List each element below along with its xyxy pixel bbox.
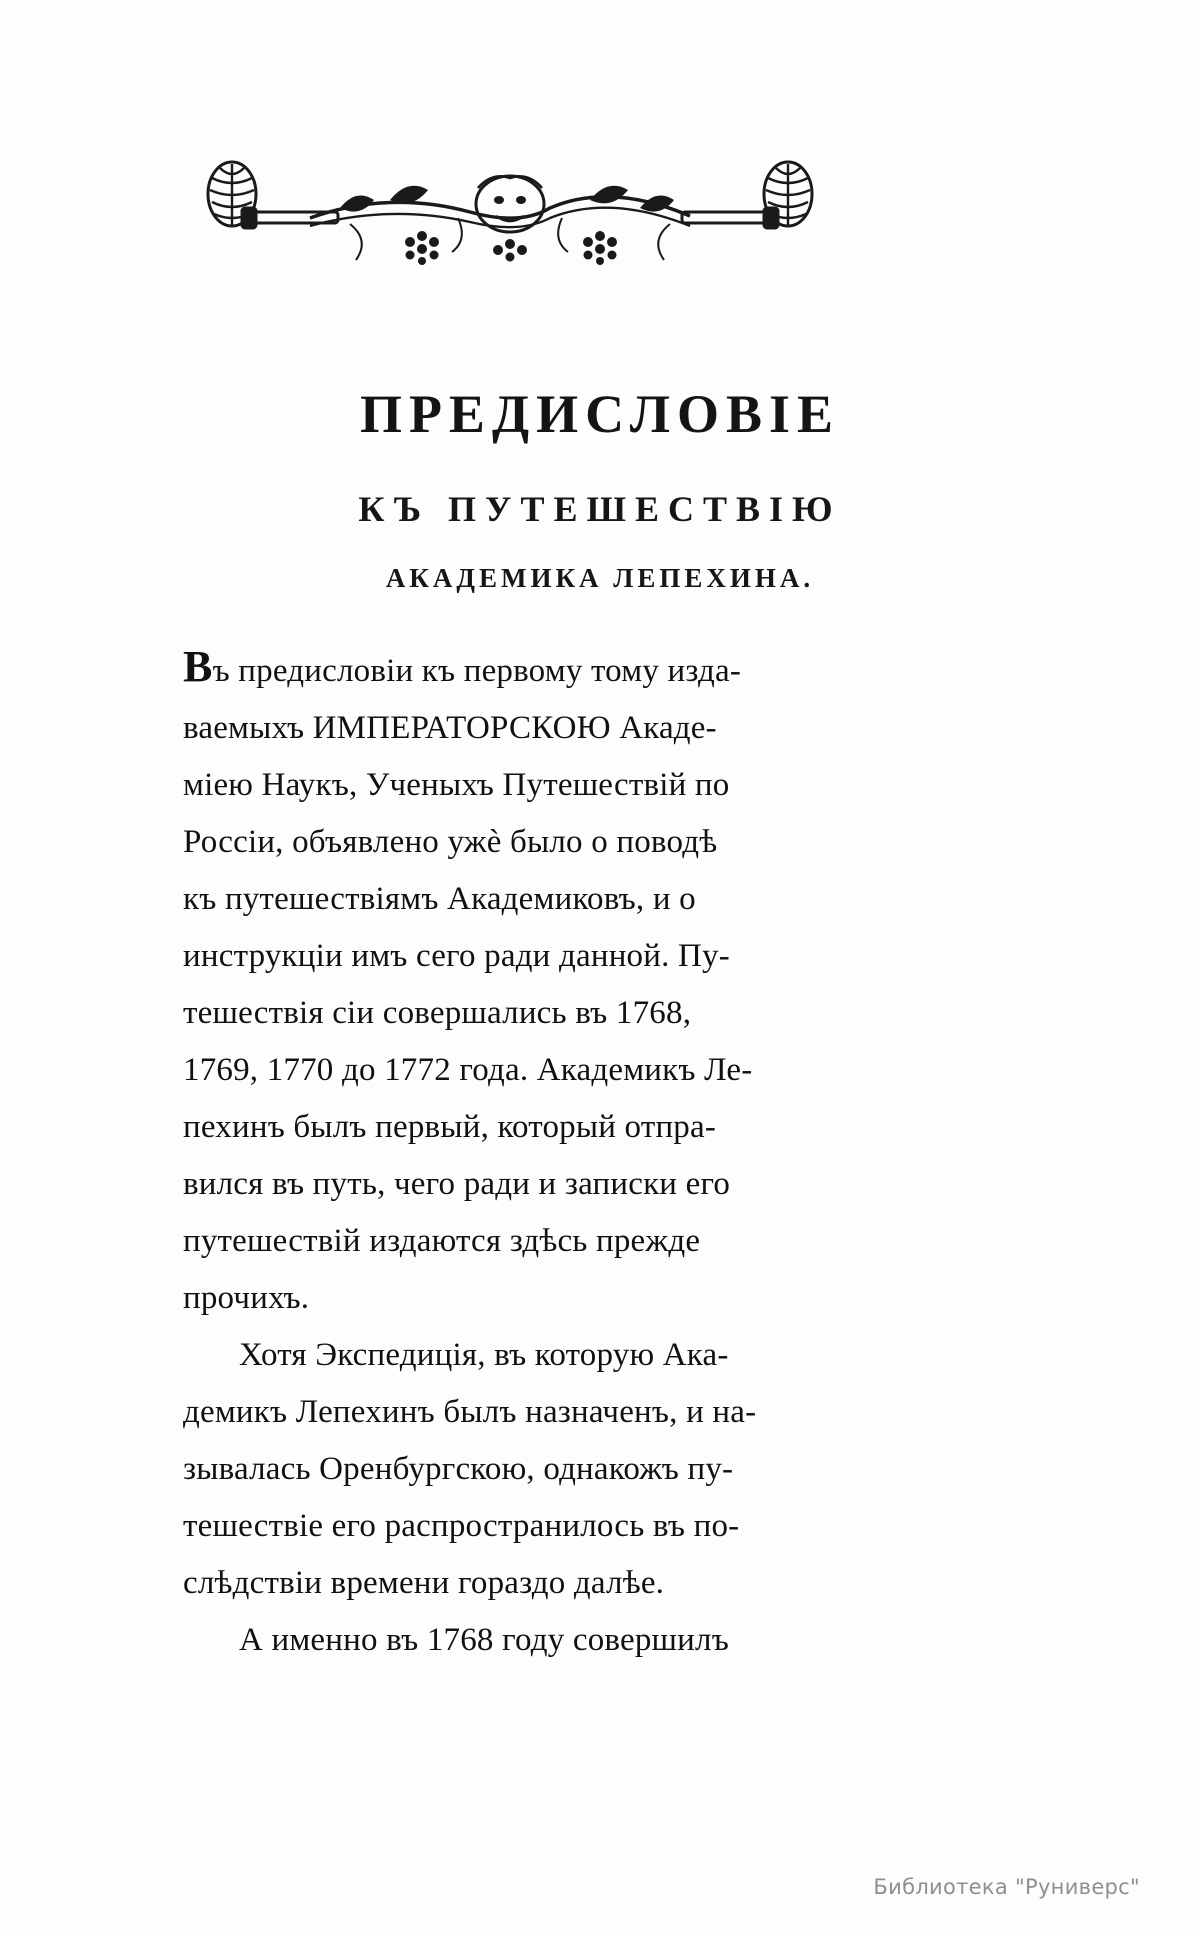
text-line: прочихъ. — [183, 1280, 310, 1316]
text-line: міею Наукъ, Ученыхъ Путешествій по — [183, 767, 730, 803]
text-line: 1769, 1770 до 1772 года. Академикъ Ле- — [183, 1052, 753, 1088]
paragraph-1 — [183, 638, 1011, 1327]
text-line: тешествіе его распространилось въ по- — [183, 1508, 740, 1544]
text-line: А именно въ 1768 году совершилъ — [239, 1622, 729, 1658]
library-watermark: Библиотека "Руниверс" — [873, 1875, 1140, 1899]
page-subtitle: КЪ ПУТЕШЕСТВІЮ — [358, 489, 842, 530]
text-line: ваемыхъ ИМПЕРАТОРСКОЮ Акаде- — [183, 710, 717, 746]
text-line: къ путешествіямъ Академиковъ, и о — [183, 881, 696, 917]
body-text — [183, 638, 1011, 1669]
title-block — [0, 385, 1200, 594]
paragraph-2 — [183, 1327, 1011, 1612]
text-line: зывалась Оренбургскою, однакожъ пу- — [183, 1451, 734, 1487]
text-line: инструкціи имъ сего ради данной. Пу- — [183, 938, 730, 974]
page-subtitle-author: АКАДЕМИКА ЛЕПЕХИНА. — [385, 562, 815, 593]
text-line: Россіи, объявлено ужѐ было о поводѣ — [183, 824, 718, 860]
text-line: Хотя Экспедиція, въ которую Ака- — [239, 1337, 729, 1373]
text-line: тешествія сіи совершались въ 1768, — [183, 995, 692, 1031]
text-line: слѣдствіи времени гораздо далѣе. — [183, 1565, 665, 1601]
text-line: демикъ Лепехинъ былъ назначенъ, и на- — [183, 1394, 757, 1430]
floral-headpiece-ornament — [190, 160, 830, 270]
text-line: пехинъ былъ первый, который отпра- — [183, 1109, 717, 1145]
text-line: путешествій издаются здѣсь прежде — [183, 1223, 701, 1259]
text-line: вился въ путь, чего ради и записки его — [183, 1166, 731, 1202]
paragraph-3 — [183, 1612, 1011, 1669]
page-title: ПРЕДИСЛОВІЕ — [359, 384, 841, 444]
text-line: Въ предисловіи къ первому тому изда- — [183, 642, 742, 691]
